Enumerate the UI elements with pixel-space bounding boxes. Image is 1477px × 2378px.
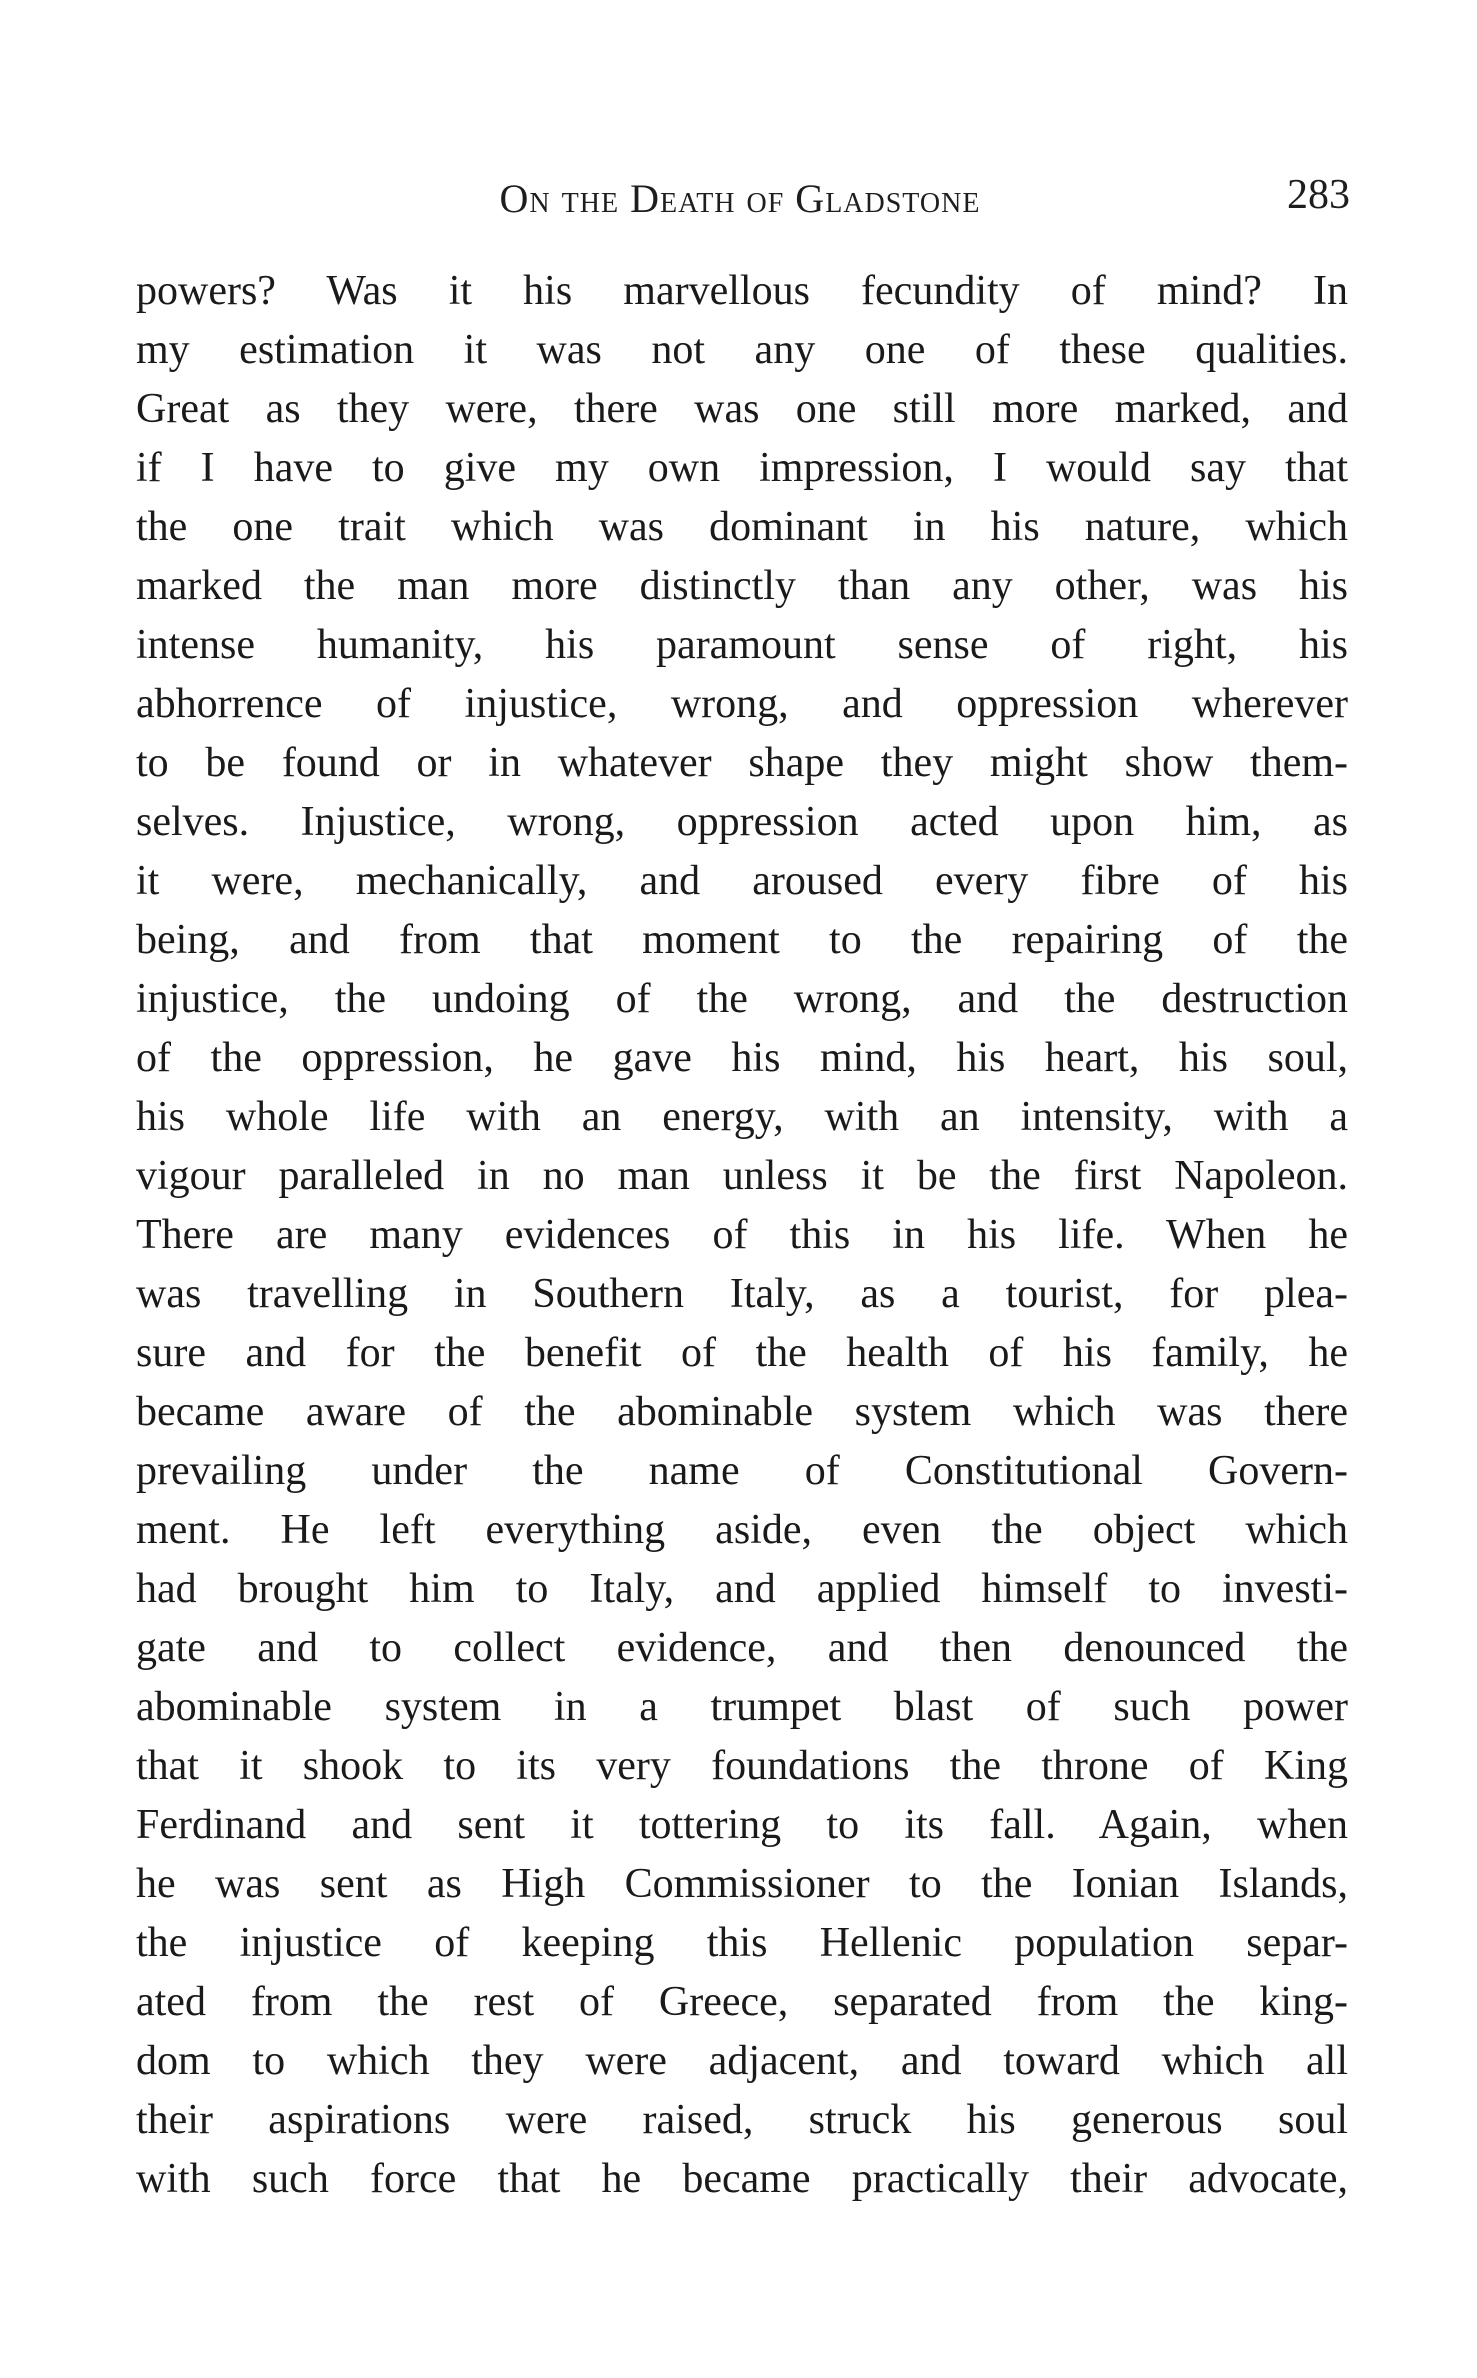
page-header: [130, 165, 1350, 235]
text-line: being, and from that moment to the repairing of the: [136, 917, 1348, 963]
text-line: injustice, the undoing of the wrong, and the destruction: [136, 976, 1348, 1022]
text-line: had brought him to Italy, and applied himself to investi-: [136, 1566, 1348, 1612]
text-line: powers? Was it his marvellous fecundity of mind? In: [136, 268, 1348, 314]
text-line: There are many evidences of this in his life. When he: [136, 1212, 1348, 1258]
text-line: was travelling in Southern Italy, as a tourist, for plea-: [136, 1271, 1348, 1317]
text-line: prevailing under the name of Constitutional Govern-: [136, 1448, 1348, 1494]
text-line: of the oppression, he gave his mind, his heart, his soul,: [136, 1035, 1348, 1081]
text-line: vigour paralleled in no man unless it be the first Napoleon.: [136, 1153, 1348, 1199]
text-line: their aspirations were raised, struck his generous soul: [136, 2097, 1348, 2143]
text-line: the injustice of keeping this Hellenic population separ-: [136, 1920, 1348, 1966]
text-line: selves. Injustice, wrong, oppression acted upon him, as: [136, 799, 1348, 845]
text-line: his whole life with an energy, with an intensity, with a: [136, 1094, 1348, 1140]
page-number: 283: [1287, 172, 1350, 218]
text-line: the one trait which was dominant in his nature, which: [136, 504, 1348, 550]
text-line: sure and for the benefit of the health of his family, he: [136, 1330, 1348, 1376]
text-line: Great as they were, there was one still more marked, and: [136, 386, 1348, 432]
text-line: ated from the rest of Greece, separated from the king-: [136, 1979, 1348, 2025]
text-line: became aware of the abominable system which was there: [136, 1389, 1348, 1435]
text-line: my estimation it was not any one of these qualities.: [136, 327, 1348, 373]
text-line: ment. He left everything aside, even the object which: [136, 1507, 1348, 1553]
text-line: dom to which they were adjacent, and toward which all: [136, 2038, 1348, 2084]
running-title: On the Death of Gladstone: [499, 176, 981, 221]
text-line: it were, mechanically, and aroused every fibre of his: [136, 858, 1348, 904]
text-line: if I have to give my own impression, I would say that: [136, 445, 1348, 491]
text-line: that it shook to its very foundations the throne of King: [136, 1743, 1348, 1789]
text-line: with such force that he became practically their advocate,: [136, 2156, 1348, 2202]
text-line: marked the man more distinctly than any other, was his: [136, 563, 1348, 609]
body-text: [136, 262, 1348, 2209]
text-line: abhorrence of injustice, wrong, and oppression wherever: [136, 681, 1348, 727]
text-line: gate and to collect evidence, and then denounced the: [136, 1625, 1348, 1671]
text-line: abominable system in a trumpet blast of such power: [136, 1684, 1348, 1730]
text-line: intense humanity, his paramount sense of right, his: [136, 622, 1348, 668]
text-line: to be found or in whatever shape they might show them-: [136, 740, 1348, 786]
text-line: Ferdinand and sent it tottering to its fall. Again, when: [136, 1802, 1348, 1848]
text-line: he was sent as High Commissioner to the Ionian Islands,: [136, 1861, 1348, 1907]
